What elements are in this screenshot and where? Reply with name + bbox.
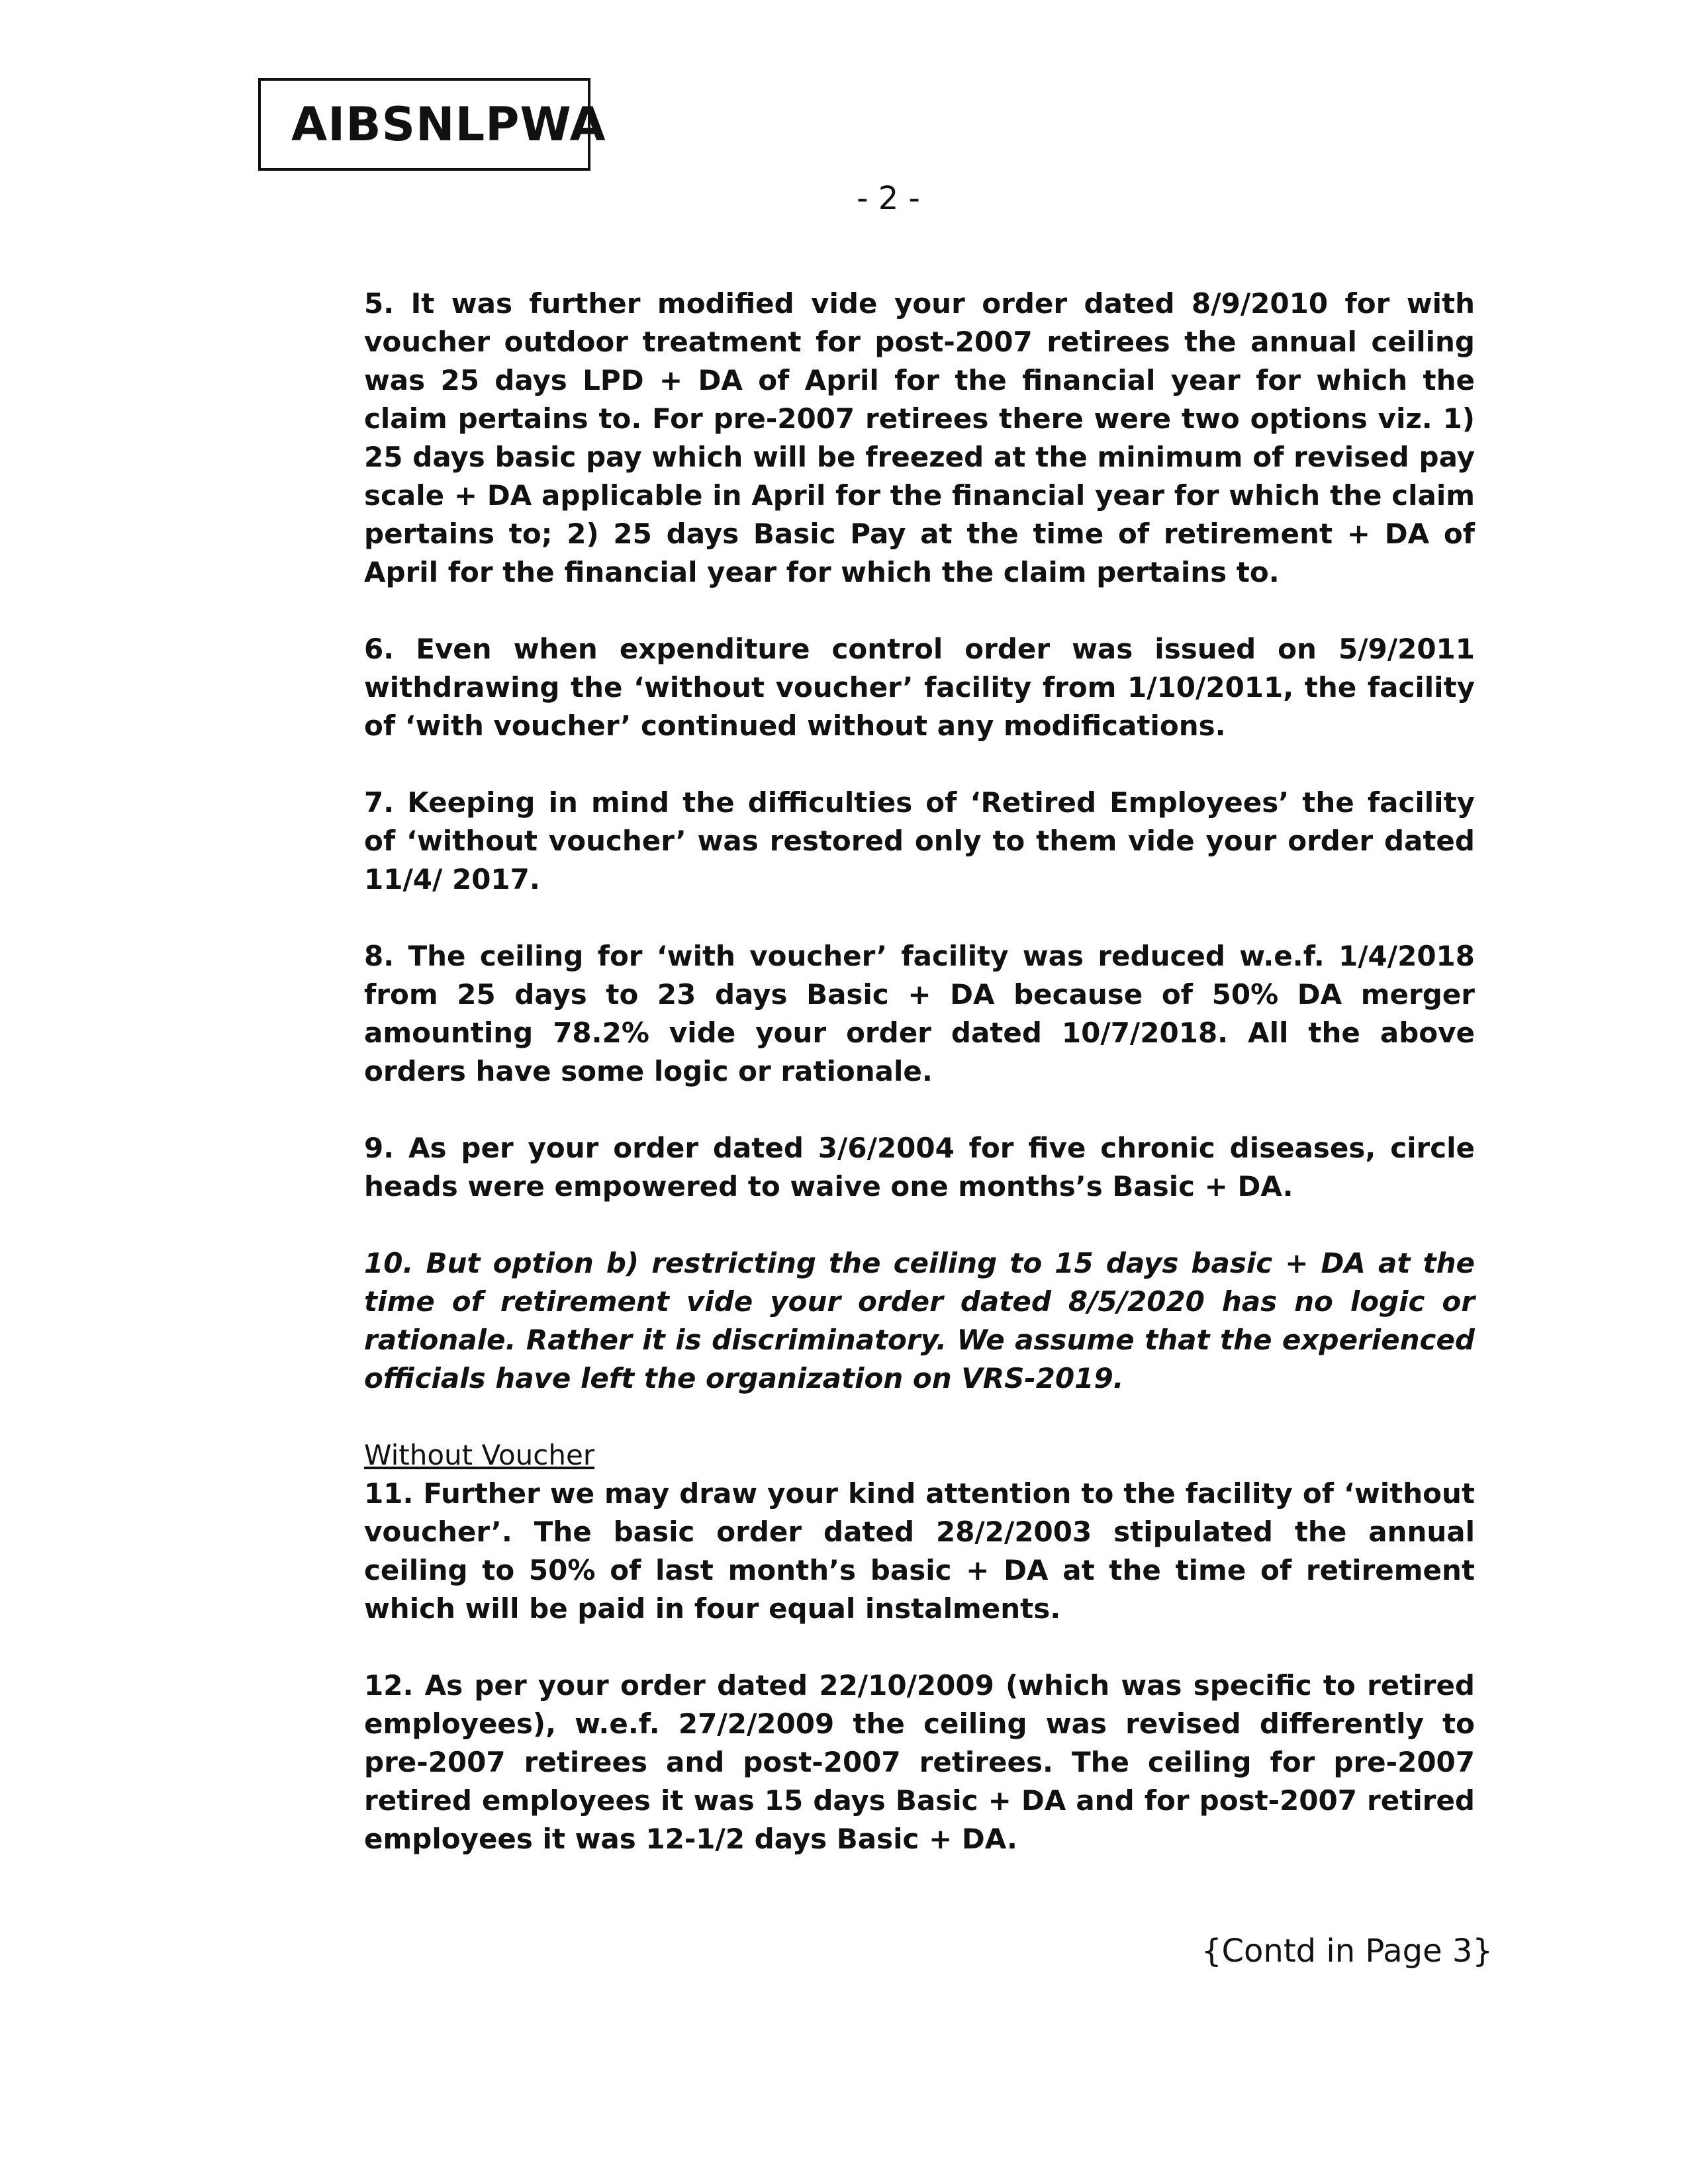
paragraph-9: 9. As per your order dated 3/6/2004 for five chronic diseases, circle heads were empowered to waive one months’s Basic + DA.	[364, 1132, 1475, 1203]
logo-box	[258, 78, 606, 171]
paragraph-11: 11. Further we may draw your kind attention to the facility of ‘without voucher’. The basic order dated 28/2/2003 stipulated the annual ceiling to 50% of last month’s basic + DA at the time of retirement which will be paid in four equal instalments.	[364, 1477, 1475, 1625]
continued-note: {Contd in Page 3}	[1201, 1933, 1493, 1970]
page-number: - 2 -	[857, 180, 920, 217]
paragraph-7: 7. Keeping in mind the difficulties of ‘Retired Employees’ the facility of ‘without voucher’ was restored only to them vide your order dated 11/4/ 2017.	[364, 786, 1475, 895]
paragraph-5: 5. It was further modified vide your order dated 8/9/2010 for with voucher outdoor treatment for post-2007 retirees the annual ceiling was 25 days LPD + DA of April for the financial year for which the claim pertains to. For pre-2007 retirees there were two options viz. 1) 25 days basic pay which will be freezed at the minimum of revised pay scale + DA applicable in April for the financial year for which the claim pertains to; 2) 25 days Basic Pay at the time of retirement + DA of April for the financial year for which the claim pertains to.	[364, 287, 1475, 588]
document-body	[364, 285, 1475, 1897]
paragraph-12: 12. As per your order dated 22/10/2009 (which was specific to retired employees), w.e.f. 27/2/2009 the ceiling was revised differently to pre-2007 retirees and post-2007 retirees. The ceiling for pre-2007 retired employees it was 15 days Basic + DA and for post-2007 retired employees it was 12-1/2 days Basic + DA.	[364, 1669, 1475, 1855]
logo-text: AIBSNLPWA	[291, 97, 606, 152]
paragraph-6: 6. Even when expenditure control order was issued on 5/9/2011 withdrawing the ‘without voucher’ facility from 1/10/2011, the facility of ‘with voucher’ continued without any modifications.	[364, 633, 1475, 742]
paragraph-8: 8. The ceiling for ‘with voucher’ facility was reduced w.e.f. 1/4/2018 from 25 days to 23 days Basic + DA because of 50% DA merger amounting 78.2% vide your order dated 10/7/2018. All the above orders have some logic or rationale.	[364, 940, 1475, 1087]
paragraph-10: 10. But option b) restricting the ceiling to 15 days basic + DA at the time of retirement vide your order dated 8/5/2020 has no logic or rationale. Rather it is discriminatory. We assume that the experienced officials have left the organization on VRS-2019.	[364, 1247, 1475, 1394]
section-heading-without-voucher: Without Voucher	[364, 1439, 595, 1471]
